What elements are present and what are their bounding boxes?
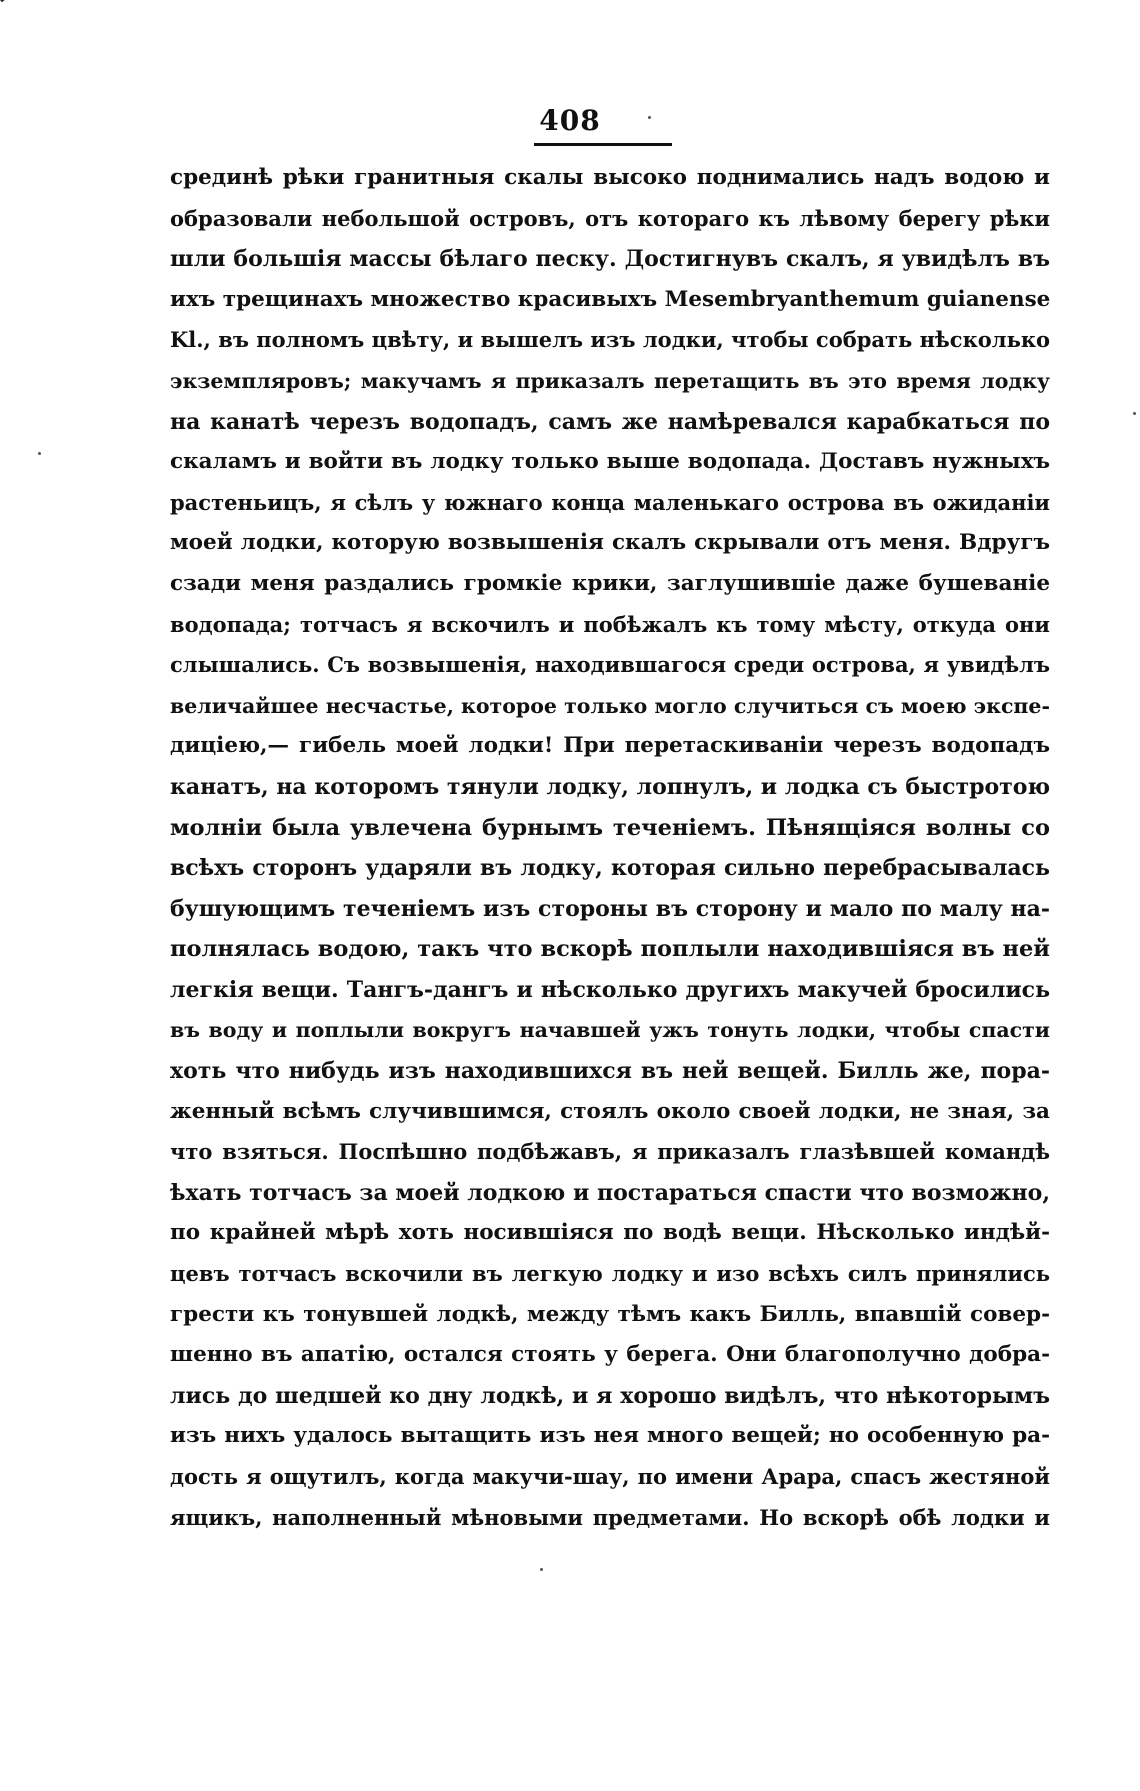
- text-line: бушующимъ теченіемъ изъ стороны въ сторону и мало по малу на-: [170, 895, 1050, 922]
- text-line: шенно въ апатію, остался стоять у берега. Они благополучно добра-: [170, 1342, 1050, 1368]
- text-line: изъ нихъ удалось вытащить изъ нея много вещей; но особенную ра-: [170, 1423, 1050, 1449]
- text-line: въ воду и поплыли вокругъ начавшей ужъ тонуть лодки, чтобы спасти: [170, 1018, 1050, 1043]
- text-line: моей лодки, которую возвышенія скалъ скрывали отъ меня. Вдругъ: [170, 530, 1050, 556]
- text-line: сзади меня раздались громкіе крики, заглушившіе даже бушеваніе: [170, 570, 1050, 596]
- text-line: легкія вещи. Тангъ-дангъ и нѣсколько другихъ макучей бросились: [170, 976, 1050, 1003]
- text-line: всѣхъ сторонъ ударяли въ лодку, которая сильно перебрасывалась: [170, 855, 1050, 882]
- scan-speck: [38, 452, 41, 455]
- text-line: ѣхать тотчасъ за моей лодкою и постараться спасти что возможно,: [170, 1179, 1050, 1206]
- text-line: канатъ, на которомъ тянули лодку, лопнулъ, и лодка съ быстротою: [170, 773, 1050, 800]
- text-line: цевъ тотчасъ вскочили въ легкую лодку и изо всѣхъ силъ принялись: [170, 1261, 1050, 1287]
- text-line: ящикъ, наполненный мѣновыми предметами. Но вскорѣ обѣ лодки и: [170, 1504, 1050, 1530]
- text-line: хоть что нибудь изъ находившихся въ ней вещей. Билль же, пора-: [170, 1058, 1050, 1085]
- scan-speck: [540, 1568, 543, 1571]
- body-text: [170, 158, 1050, 1538]
- scan-speck: [1133, 412, 1136, 415]
- page-number: 408: [539, 104, 601, 137]
- corner-scan-mark: [0, 0, 13, 2]
- text-line: Kl., въ полномъ цвѣту, и вышелъ изъ лодки, чтобы собрать нѣсколько: [170, 327, 1050, 353]
- text-line: величайшее несчастье, которое только могло случиться съ моею экспе-: [170, 693, 1050, 718]
- text-line: лись до шедшей ко дну лодкѣ, и я хорошо видѣлъ, что нѣкоторымъ: [170, 1382, 1050, 1409]
- text-line: скаламъ и войти въ лодку только выше водопада. Доставъ нужныхъ: [170, 449, 1050, 475]
- text-line: растеньицъ, я сѣлъ у южнаго конца маленькаго острова въ ожиданіи: [170, 489, 1050, 515]
- text-line: молніи была увлечена бурнымъ теченіемъ. Пѣнящіяся волны со: [170, 814, 1050, 841]
- text-line: грести къ тонувшей лодкѣ, между тѣмъ какъ Билль, впавшій совер-: [170, 1301, 1050, 1327]
- page-number-rule: [534, 143, 672, 146]
- text-line: ихъ трещинахъ множество красивыхъ Mesembryanthemum guianense: [170, 286, 1050, 312]
- text-line: экземпляровъ; макучамъ я приказалъ перетащить въ это время лодку: [170, 368, 1050, 393]
- scan-speck: [648, 116, 651, 119]
- text-line: срединѣ рѣки гранитныя скалы высоко поднимались надъ водою и: [170, 165, 1050, 190]
- text-line: шли большія массы бѣлаго песку. Достигнувъ скалъ, я увидѣлъ въ: [170, 246, 1050, 273]
- text-line: полнялась водою, такъ что вскорѣ поплыли находившіяся въ ней: [170, 936, 1050, 963]
- text-line: что взяться. Поспѣшно подбѣжавъ, я приказалъ глазѣвшей командѣ: [170, 1139, 1050, 1165]
- text-line: по крайней мѣрѣ хоть носившіяся по водѣ вещи. Нѣсколько индѣй-: [170, 1220, 1050, 1246]
- text-line: дицiею,— гибель моей лодки! При перетаскиваніи черезъ водопадъ: [170, 733, 1050, 759]
- text-line: на канатѣ черезъ водопадъ, самъ же намѣревался карабкаться по: [170, 408, 1050, 435]
- text-line: образовали небольшой островъ, отъ котораго къ лѣвому берегу рѣки: [170, 205, 1050, 231]
- text-line: водопада; тотчасъ я вскочилъ и побѣжалъ къ тому мѣсту, откуда они: [170, 611, 1050, 637]
- text-line: дость я ощутилъ, когда макучи-шау, по имени Арара, спасъ жестяной: [170, 1464, 1050, 1489]
- text-line: слышались. Съ возвышенія, находившагося среди острова, я увидѣлъ: [170, 652, 1050, 678]
- text-line: женный всѣмъ случившимся, стоялъ около своей лодки, не зная, за: [170, 1098, 1050, 1124]
